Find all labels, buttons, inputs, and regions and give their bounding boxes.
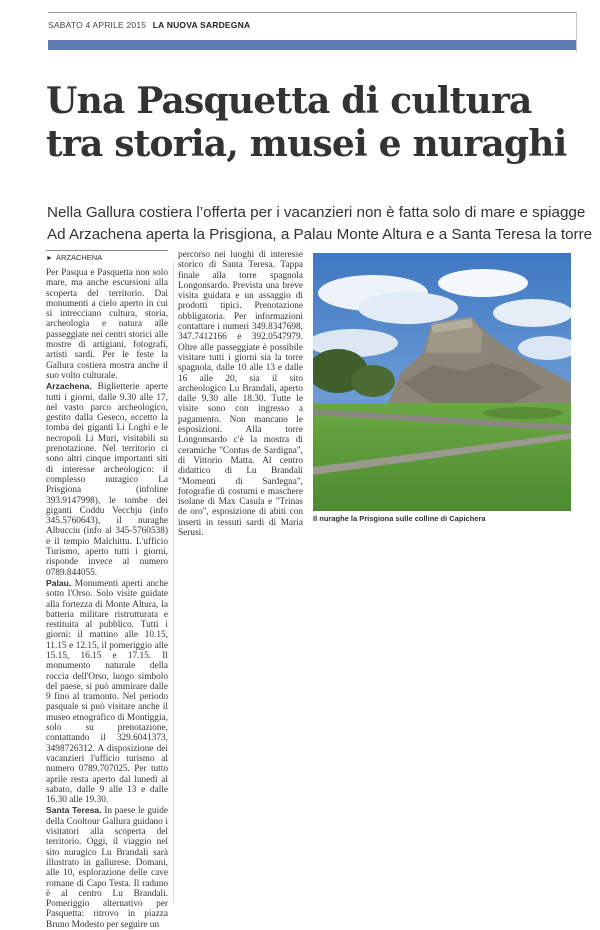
location-kicker	[46, 253, 102, 262]
kicker-rule	[46, 250, 168, 251]
photo-caption: Il nuraghe la Prisgiona sulle colline di Capichera	[313, 514, 486, 523]
section-title-palau: Palau.	[46, 577, 72, 588]
subhead-line-1: Nella Gallura costiera l’offerta per i vacanzieri non è fatta solo di mare e spiagge	[47, 204, 586, 221]
column-separator	[173, 262, 174, 902]
article-column-1	[46, 268, 168, 930]
triangle-icon: ►	[46, 255, 53, 262]
column-2-text: percorso nei luoghi di interesse storico di Santa Teresa. Tappa finale alla torre spagnola Longonsardo. Prevista una breve visita guidata e un assaggio di prodotti tipici. Prenotazione obbligatoria. Per informazioni contattare i numeri 349.8347698, 347.7412166 e 392.0547979. Oltre alle passeggiate è possibile visitare tutti i giorni sia la torre spagnola, dalle 10 alle 13 e dalle 16 alle 20, sia il sito archeologico Lu Brandali, aperto dalle 9.30 alle 18.30. Tutte le visite sono con ingresso a pagamento. Non mancano le esposizioni. Alla torre Longonsardo c'è la mostra di ceramiche "Contus de Sardigna", di Vittorio Matta. Al centro didattico di Lu Brandali "Momenti di Sardegna", fotografie di costumi e maschere isolane di Max Casula e "Trinas de oro", esposizione di abiti con inserti in tessuti sardi di Maria Serusi.	[178, 250, 303, 539]
section-arzachena	[46, 381, 168, 578]
edge-rule	[576, 12, 577, 52]
headline-line-2: tra storia, musei e nuraghi	[46, 123, 567, 165]
section-title-santa-teresa: Santa Teresa.	[46, 805, 102, 816]
subheadline	[47, 202, 593, 246]
article-column-2	[178, 250, 303, 538]
kicker-label: ARZACHENA	[55, 253, 103, 262]
nuraghe-photo	[313, 253, 571, 511]
intro-paragraph: Per Pasqua e Pasquetta non solo mare, ma anche escursioni alla scoperta del territorio. Dai monumenti a cielo aperto in cui si intrecciano cultura, storia, archeologia e natura alle passeggiate nei centri storici alle mostre di artigiani, fotografi, artisti sardi. Per le feste la Gallura costiera mostra anche il suo volto culturale.	[46, 268, 168, 381]
publication-name: LA NUOVA SARDEGNA	[152, 20, 251, 30]
subhead-line-2: Ad Arzachena aperta la Prisgiona, a Palau Monte Altura e a Santa Teresa la torre	[47, 226, 593, 243]
section-title-arzachena: Arzachena.	[46, 381, 92, 392]
section-color-bar	[48, 40, 576, 50]
top-rule	[48, 12, 576, 13]
issue-date: SABATO 4 APRILE 2015	[48, 20, 147, 30]
headline-line-1: Una Pasquetta di cultura	[46, 80, 532, 122]
section-santa-teresa	[46, 805, 168, 930]
headline	[46, 80, 586, 166]
section-palau	[46, 578, 168, 806]
section-text-santa-teresa: In paese le guide della Cooltour Gallura guidano i visitatori alla scoperta del territorio. Oggi, il viaggio nel sito nuragico Lu Brandali sarà illustrato in gallurese. Domani, alle 10, esplorazione delle cave romane di Capo Testa. Il raduno è al centro Lu Brandali. Pomeriggio alternativo per Pasquetta: ritrovo in piazza Bruno Modesto per seguire un	[46, 806, 168, 930]
dateline	[48, 20, 250, 30]
section-text-palau: Monumenti aperti anche sotto l'Orso. Solo visite guidate alla fortezza di Monte Altura, la batteria militare ristrutturata e restituita al pubblico. Tutti i giorni: il mattino alle 10.15, 11.15 e 12.15, il pomeriggio alle 15.15, 16.15 e 17.15. Il monumento naturale della roccia dell'Orso, luogo simbolo del paese, si può ammirare dalle 9 fino al tramonto. Nel periodo pasquale si può visitare anche il museo etnografico di Montiggia, solo su prenotazione, contattando il 329.6041373, 3498726312. A disposizione dei vacanzieri l'ufficio turismo al numero 0789.707025. Per tutto aprile resta aperto dal lunedì al sabato, dalle 9 alle 13 e dalle 16.30 alle 19.30.	[46, 578, 168, 806]
section-text-arzachena: Biglietterie aperte tutti i giorni, dalle 9.30 alle 17, nel vasto parco archeologico, gestito dalla Geseco, eccetto la tomba dei giganti Li Loghi e le necropoli Li Muri, visitabili su prenotazione. Nel territorio ci sono altri cinque importanti siti di interesse archeologico: il complesso nuragico La Prisgiona (infoline 393.9147998), le tombe dei giganti Coddu Vecchju (info 345.5760643), il nuraghe Albucciu (info al 345-5760538) e il tempio Malchittu. L'ufficio Turismo, aperto tutti i giorni, risponde invece al numero 0789.844055.	[46, 382, 168, 578]
